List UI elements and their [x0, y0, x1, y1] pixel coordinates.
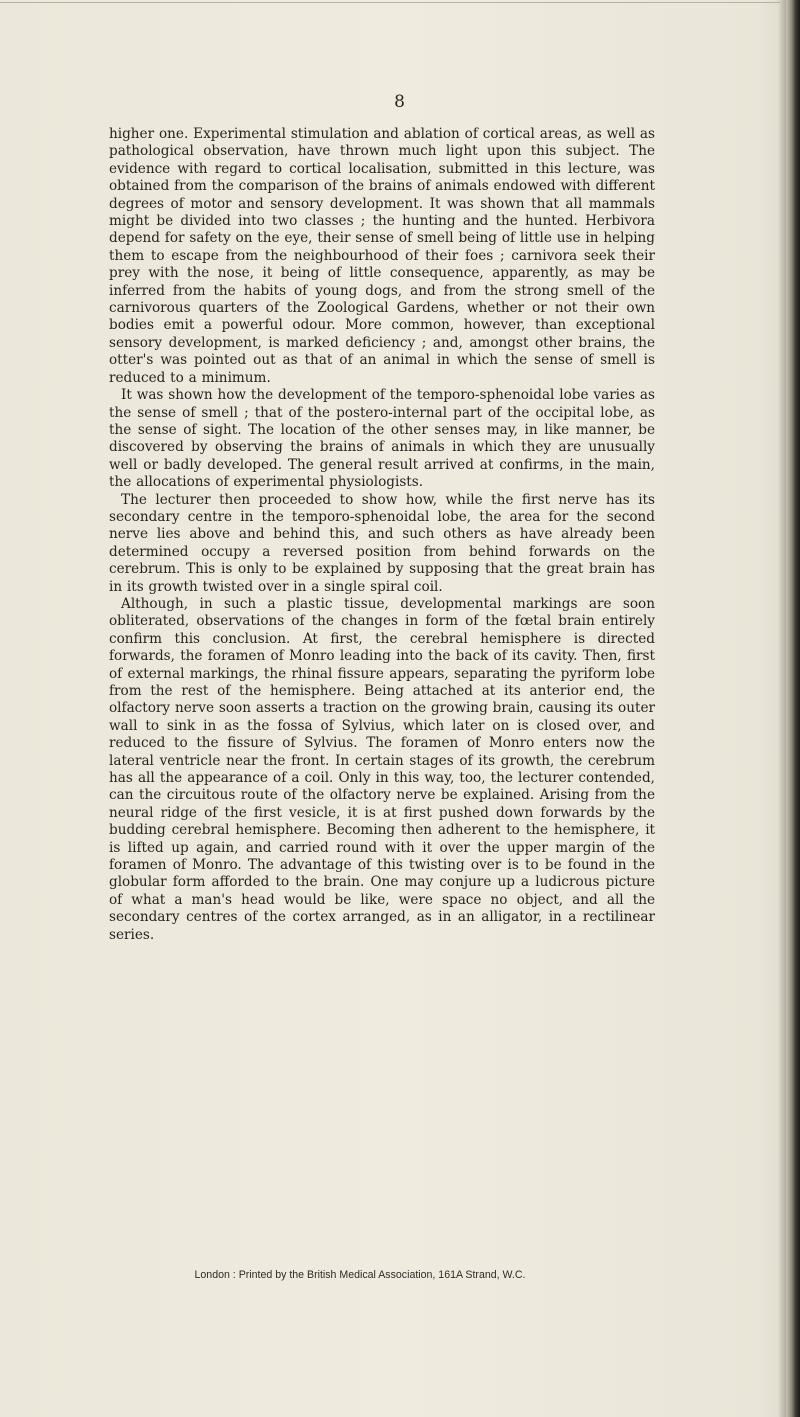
paragraph: Although, in such a plastic tissue, developmental markings are soon obliterated, observations of the changes in form of the fœtal brain entirely confirm this conclusion. At first, the cerebral hemisphere is directed forwards, the foramen of Monro leading into the back of its cavity. Then, first of external markings, the rhinal fissure appears, separating the pyriform lobe from the rest of the hemisphere. Being attached at its anterior end, the olfactory nerve soon asserts a traction on the growing brain, causing its outer wall to sink in as the fossa of Sylvius, which later on is closed over, and reduced to the fissure of Sylvius. The foramen of Monro enters now the lateral ventricle near the front. In certain stages of its growth, the cerebrum has all the appearance of a coil. Only in this way, too, the lecturer contended, can the circuitous route of the olfactory nerve be explained. Arising from the neural ridge of the first vesicle, it is at first pushed down forwards by the budding cerebral hemisphere. Becoming then adherent to the hemisphere, it is lifted up again, and carried round with it over the upper margin of the foramen of Monro. The advantage of this twisting over is to be found in the globular form afforded to the brain. One may conjure up a ludicrous picture of what a man's head would be like, were space no object, and all the secondary centres of the cortex arranged, as in an alligator, in a rectilinear series.: [109, 595, 655, 943]
page-edge-line: [0, 2, 780, 3]
paragraph: The lecturer then proceeded to show how, while the first nerve has its secondary centre in the temporo-sphenoidal lobe, the area for the second nerve lies above and behind this, and such others as have already been determined occupy a reversed position from behind forwards on the cerebrum. This is only to be explained by supposing that the great brain has in its growth twisted over in a single spiral coil.: [109, 491, 655, 595]
page-gutter-shadow: [778, 0, 786, 1417]
paragraph: It was shown how the development of the temporo-sphenoidal lobe varies as the sense of smell ; that of the postero-internal part of the occipital lobe, as the sense of sight. The location of the other senses may, in like manner, be discovered by observing the brains of animals in which they are unusually well or badly developed. The general result arrived at confirms, in the main, the allocations of experimental physiologists.: [109, 387, 655, 491]
paragraph: higher one. Experimental stimulation and ablation of cortical areas, as well as pathological observation, have thrown much light upon this subject. The evidence with regard to cortical localisation, submitted in this lecture, was obtained from the comparison of the brains of animals endowed with different degrees of motor and sensory development. It was shown that all mammals might be divided into two classes ; the hunting and the hunted. Herbivora depend for safety on the eye, their sense of smell being of little use in helping them to escape from the neighbourhood of their foes ; carnivora seek their prey with the nose, it being of little consequence, apparently, as may be inferred from the habits of young dogs, and from the strong smell of the carnivorous quarters of the Zoological Gardens, whether or not their own bodies emit a powerful odour. More common, however, than exceptional sensory development, is marked deficiency ; and, amongst other brains, the otter's was pointed out as that of an animal in which the sense of smell is reduced to a minimum.: [109, 126, 655, 386]
book-spine: [786, 0, 800, 1417]
printer-imprint: London : Printed by the British Medical Association, 161A Strand, W.C.: [194, 1269, 526, 1281]
page-number: 8: [394, 92, 406, 112]
body-text: [109, 126, 655, 944]
